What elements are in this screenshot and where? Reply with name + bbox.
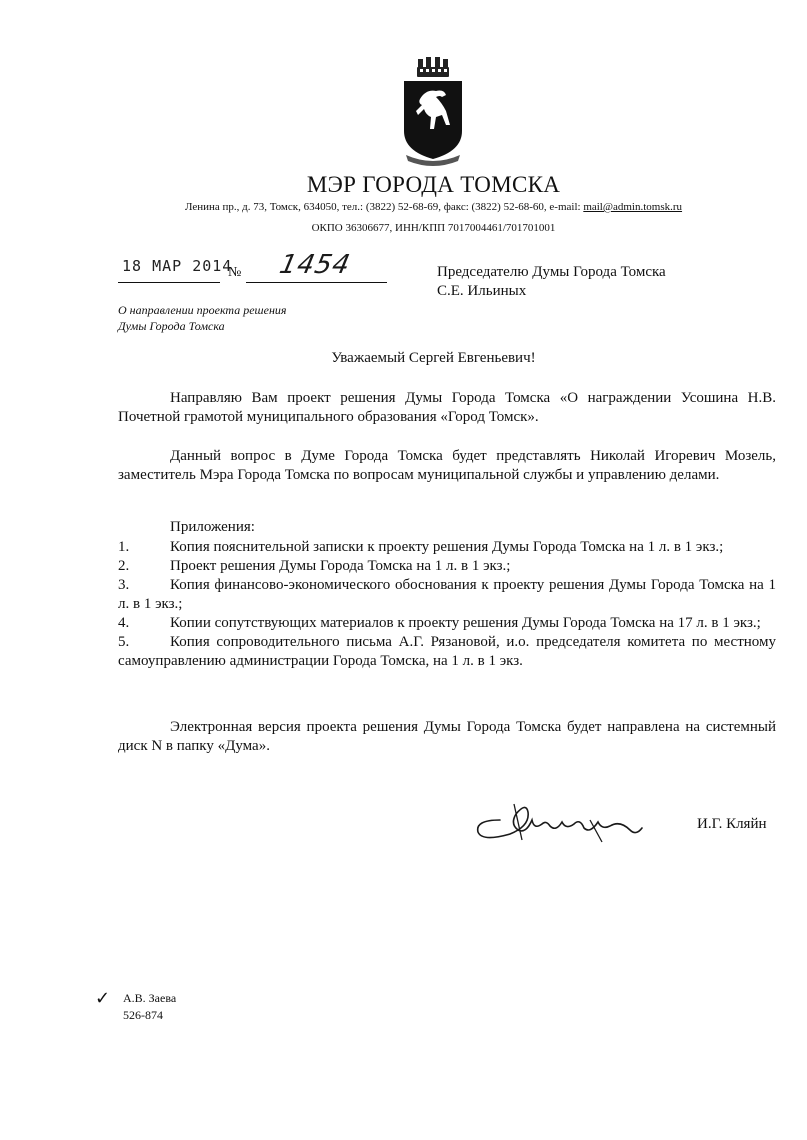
paragraph-1-text: Направляю Вам проект решения Думы Города Томска «О награждении Усошина Н.В. Почетной грамотой муниципального образования «Город Томск».	[118, 390, 776, 425]
addressee-block	[437, 263, 666, 301]
document-number: 1454	[276, 250, 354, 280]
attachment-number: 3.	[118, 577, 130, 593]
attachment-item	[118, 576, 776, 614]
number-sign: №	[228, 265, 242, 280]
date-underline	[118, 282, 220, 283]
number-underline	[246, 282, 387, 283]
attachment-number: 2.	[118, 558, 130, 574]
attachment-item	[118, 538, 776, 557]
attachment-text: Проект решения Думы Города Томска на 1 л. в 1 экз.;	[170, 558, 511, 574]
email-link[interactable]: mail@admin.tomsk.ru	[583, 201, 683, 213]
city-crest-icon	[400, 55, 466, 170]
attachment-text: Копии сопутствующих материалов к проекту решения Думы Города Томска на 17 л. в 1 экз.;	[170, 615, 761, 631]
attachment-number: 5.	[118, 634, 130, 650]
check-mark-icon: ✓	[95, 988, 111, 1009]
addressee-name: С.Е. Ильиных	[437, 283, 527, 299]
greeting: Уважаемый Сергей Евгеньевич!	[331, 350, 536, 366]
subject-line-2: Думы Города Томска	[118, 319, 225, 333]
paragraph-1	[118, 389, 776, 427]
attachment-text: Копия сопроводительного письма А.Г. Рязановой, и.о. председателя комитета по местному самоуправлению администрации Города Томска, на 1 л. в 1 экз.	[118, 634, 776, 669]
closing-paragraph	[118, 718, 776, 756]
org-title: МЭР ГОРОДА ТОМСКА	[306, 172, 561, 197]
paragraph-2-text: Данный вопрос в Думе Города Томска будет представлять Николай Игоревич Мозель, заместитель Мэра Города Томска по вопросам муниципальной службы и управлению делами.	[118, 448, 776, 483]
closing-paragraph-text: Электронная версия проекта решения Думы Города Томска будет направлена на системный диск N в папку «Дума».	[118, 719, 776, 754]
org-codes: ОКПО 36306677, ИНН/КПП 7017004461/701701001	[311, 222, 556, 234]
attachment-item	[118, 557, 776, 576]
attachment-item	[118, 614, 776, 633]
handwritten-signature-icon	[470, 790, 650, 850]
attachment-number: 4.	[118, 615, 130, 631]
attachment-text: Копия финансово-экономического обоснования к проекту решения Думы Города Томска на 1 л. в 1 экз.;	[118, 577, 776, 612]
org-address	[0, 201, 807, 213]
address-text: Ленина пр., д. 73, Томск, 634050, тел.: (3822) 52-68-69, факс: (3822) 52-68-60, e-mail:	[184, 201, 584, 213]
executor-phone: 526-874	[123, 1008, 163, 1022]
attachment-item	[118, 633, 776, 671]
paragraph-2	[118, 447, 776, 485]
attachment-number: 1.	[118, 539, 130, 555]
executor-block	[123, 990, 176, 1024]
attachments-title: Приложения:	[170, 519, 255, 535]
attachments-list	[118, 538, 776, 671]
subject-line-1: О направлении проекта решения	[118, 303, 287, 317]
attachment-text: Копия пояснительной записки к проекту решения Думы Города Томска на 1 л. в 1 экз.;	[170, 539, 724, 555]
addressee-position: Председателю Думы Города Томска	[437, 264, 666, 280]
subject-block	[118, 302, 286, 334]
date-stamp: 18 МАР 2014	[122, 257, 233, 275]
signer-name: И.Г. Кляйн	[697, 816, 767, 832]
executor-name: А.В. Заева	[123, 991, 177, 1005]
